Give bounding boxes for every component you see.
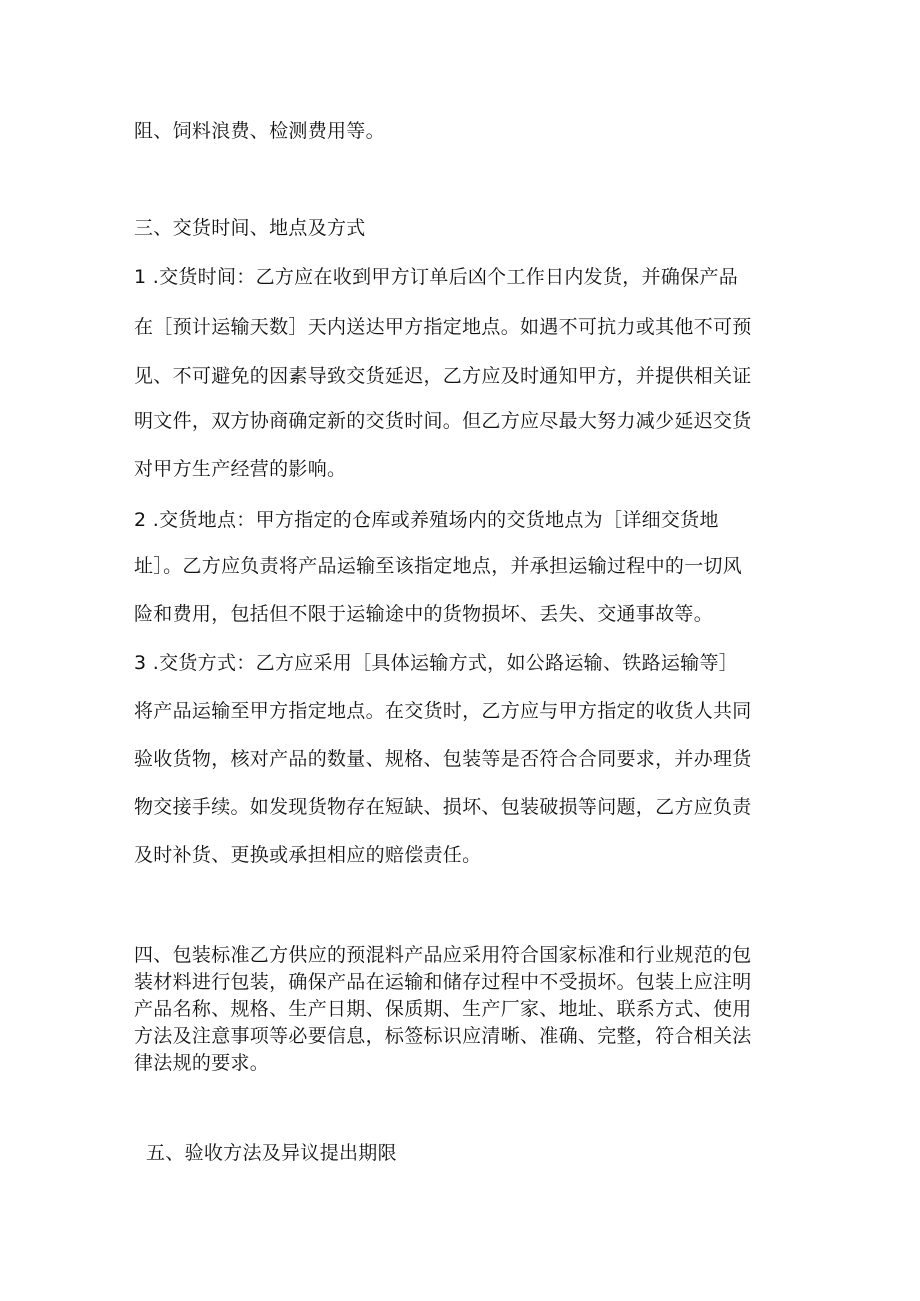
item1-line-1: 1 .交货时间：乙方应在收到甲方订单后凶个工作日内发货，并确保产品 xyxy=(134,266,739,288)
item2-line-3: 险和费用，包括但不限于运输途中的货物损坏、丢失、交通事故等。 xyxy=(134,603,714,625)
item3-line-4: 物交接手续。如发现货物存在短缺、损坏、包装破损等问题，乙方应负责 xyxy=(134,796,752,818)
item1-line-4: 明文件，双方协商确定新的交货时间。但乙方应尽最大努力减少延迟交货 xyxy=(134,410,752,432)
item3-line-5: 及时补货、更换或承担相应的赔偿责任。 xyxy=(134,844,482,866)
section4-line-2: 装材料进行包装，确保产品在运输和储存过程中不受损坏。包装上应注明 xyxy=(134,971,752,993)
item2-line-1: 2 .交货地点：甲方指定的仓库或养殖场内的交货地点为［详细交货地 xyxy=(134,509,719,531)
section4-line-5: 律法规的要求。 xyxy=(134,1052,270,1074)
item2-line-2: 址］。乙方应负责将产品运输至该指定地点，并承担运输过程中的一切风 xyxy=(134,555,743,577)
paragraph-continuation: 阻、饲料浪费、检测费用等。 xyxy=(134,120,385,142)
item3-line-3: 验收货物，核对产品的数量、规格、包装等是否符合合同要求，并办理货 xyxy=(134,748,752,770)
section-heading-3: 三、交货时间、地点及方式 xyxy=(134,217,366,239)
item1-line-3: 见、不可避免的因素导致交货延迟，乙方应及时通知甲方，并提供相关证 xyxy=(134,365,752,387)
section4-line-3: 产品名称、规格、生产日期、保质期、生产厂家、地址、联系方式、使用 xyxy=(134,998,752,1020)
section-4-paragraph xyxy=(134,942,784,1077)
section-heading-5: 五、验收方法及异议提出期限 xyxy=(146,1142,397,1164)
section4-line-4: 方法及注意事项等必要信息，标签标识应清晰、准确、完整，符合相关法 xyxy=(134,1025,752,1047)
item1-line-2: 在［预计运输天数］天内送达甲方指定地点。如遇不可抗力或其他不可预 xyxy=(134,316,752,338)
item1-line-5: 对甲方生产经营的影响。 xyxy=(134,458,347,480)
section4-line-1: 四、包装标准乙方供应的预混料产品应采用符合国家标准和行业规范的包 xyxy=(134,944,752,966)
item3-line-1: 3 .交货方式：乙方应采用［具体运输方式，如公路运输、铁路运输等］ xyxy=(134,652,739,674)
item3-line-2: 将产品运输至甲方指定地点。在交货时，乙方应与甲方指定的收货人共同 xyxy=(134,700,752,722)
